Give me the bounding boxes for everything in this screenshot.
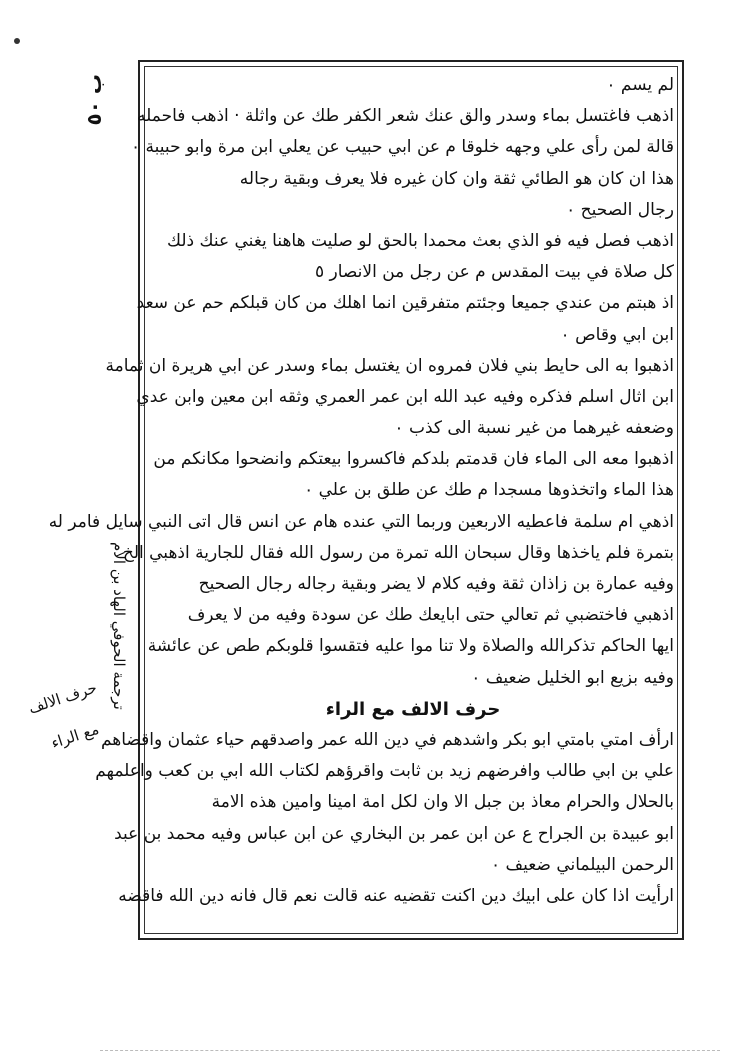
text-line: اذهب فاغتسل بماء وسدر والق عنك شعر الكفر طك عن واثلة · اذهب فاحمله <box>137 106 674 127</box>
text-line: اذ هبتم من عندي جميعا وجئتم متفرقين انما اهلك من كان قبلكم حم عن سعد <box>136 293 674 314</box>
folio-number: ب ٥٠ <box>82 74 106 126</box>
text-line: اذهبوا معه الى الماء فان قدمتم بلدكم فاكسروا بيعتكم وانضحوا مكانكم من <box>153 449 674 470</box>
text-line: اذهبوا به الى حايط بني فلان فمروه ان يغتسل بماء وسدر عن ابي هريرة ان ثمامة <box>105 355 674 376</box>
text-line: بالحلال والحرام معاذ بن جبل الا وان لكل امة امينا وامين هذه الامة <box>211 792 674 813</box>
text-line: ابو عبيدة بن الجراح ع عن ابن عمر بن البخاري عن ابن عباس وفيه محمد بن عبد <box>114 823 674 844</box>
bottom-rule <box>100 1050 720 1051</box>
text-line: ارأف امتي بامتي ابو بكر واشدهم في دين الله عمر واصدقهم حياء عثمان واقضاهم <box>100 729 674 750</box>
text-line: هذا ان كان هو الطائي ثقة وان كان غيره فلا يعرف وبقية رجاله <box>239 168 674 189</box>
margin-dot <box>14 38 20 44</box>
text-line: الرحمن البيلماني ضعيف ٠ <box>491 854 674 875</box>
text-line: ارأيت اذا كان على ابيك دين اكنت تقضيه عنه قالت نعم قال فانه دين الله فاقضه <box>118 885 674 906</box>
text-line: رجال الصحيح ٠ <box>566 199 674 220</box>
text-line: وفيه عمارة بن زاذان ثقة وفيه كلام لا يضر وبقية رجاله رجال الصحيح <box>198 574 674 594</box>
text-line: هذا الماء واتخذوها مسجدا م طك عن طلق بن علي ٠ <box>304 480 674 501</box>
text-line: ابن اثال اسلم فذكره وفيه عبد الله ابن عمر العمري وثقه ابن معين وابن عدي <box>136 386 674 407</box>
text-line: قالة لمن رأى علي وجهه خلوقا م عن ابي حبيب عن يعلي ابن مرة وابو حبيبة ٠ <box>131 137 674 158</box>
text-line: اذهي ام سلمة فاعطيه الاربعين وربما التي عنده هام عن انس قال اتى النبي سايل فامر له <box>48 511 674 532</box>
margin-section-line: حرف الالف <box>26 678 100 718</box>
margin-note: ترجمة الحوفي الهاد بن الام <box>110 542 128 710</box>
margin-section-line: مع الراء <box>48 719 102 753</box>
text-line: وفيه بزيع ابو الخليل ضعيف ٠ <box>471 667 674 688</box>
text-line: بتمرة فلم ياخذها وقال سبحان الله تمرة من رسول الله فقال للجارية اذهبي الخ <box>122 542 674 563</box>
text-line: اذهبي فاختضبي ثم تعالي حتى ابايعك طك عن سودة وفيه من لا يعرف <box>187 605 674 626</box>
text-line: لم يسم ٠ <box>606 75 674 95</box>
text-line: وضعفه غيرهما من غير نسبة الى كذب ٠ <box>394 418 674 439</box>
text-line: اذهب فصل فيه فو الذي بعث محمدا بالحق لو صليت هاهنا يغني عنك ذلك <box>167 230 674 251</box>
text-line: كل صلاة في بيت المقدس م عن رجل من الانصار ٥ <box>314 262 674 283</box>
text-line: ايها الحاكم تذكرالله والصلاة ولا تنا موا عليه فتقسوا قلوبكم طص عن عائشة <box>147 636 674 657</box>
section-heading: حرف الالف مع الراء <box>325 698 501 720</box>
text-line: علي بن ابي طالب وافرضهم زيد بن ثابت واقرؤهم لكتاب الله ابي بن كعب واعلمهم <box>95 761 674 782</box>
text-line: ابن ابي وقاص ٠ <box>560 324 674 345</box>
